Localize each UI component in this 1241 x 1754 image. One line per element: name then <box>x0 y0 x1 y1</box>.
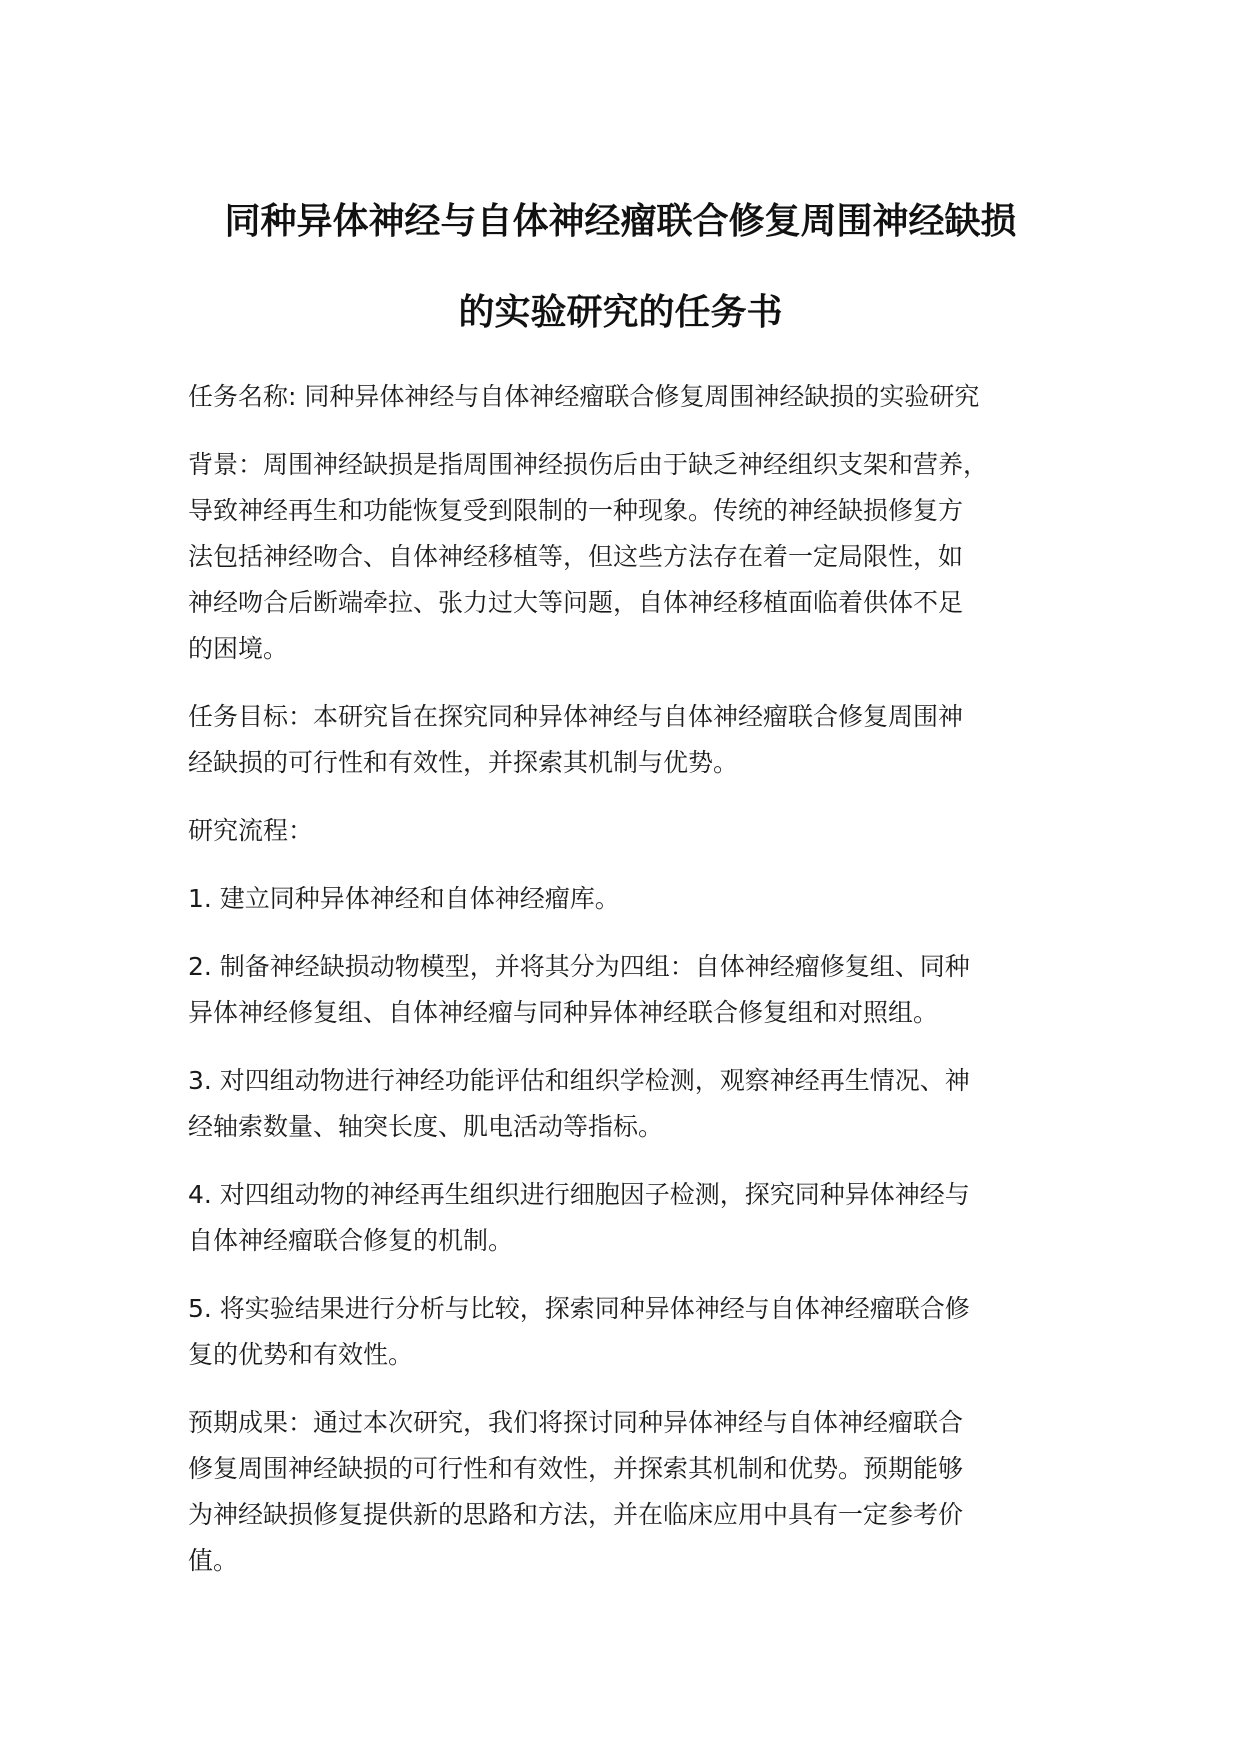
text-line: 研究流程： <box>188 816 314 845</box>
text-line: 任务名称: 同种异体神经与自体神经瘤联合修复周围神经缺损的实验研究 <box>188 382 980 411</box>
text-line: 经轴索数量、轴突长度、肌电活动等指标。 <box>188 1112 664 1141</box>
paragraph-background <box>188 442 1088 672</box>
text-line: 2. 制备神经缺损动物模型，并将其分为四组：自体神经瘤修复组、同种 <box>188 952 970 981</box>
paragraph-step-3 <box>188 1058 1088 1150</box>
paragraph-step-4 <box>188 1172 1088 1264</box>
text-line: 值。 <box>188 1546 239 1575</box>
paragraph-task-name <box>188 374 1088 420</box>
paragraph-expected-results <box>188 1400 1088 1584</box>
paragraph-task-goal <box>188 694 1088 786</box>
text-line: 修复周围神经缺损的可行性和有效性，并探索其机制和优势。预期能够 <box>188 1454 964 1483</box>
text-line: 任务目标：本研究旨在探究同种异体神经与自体神经瘤联合修复周围神 <box>188 702 964 731</box>
text-line: 背景：周围神经缺损是指周围神经损伤后由于缺乏神经组织支架和营养， <box>188 450 989 479</box>
title-line-1: 同种异体神经与自体神经瘤联合修复周围神经缺损 <box>224 201 1017 242</box>
text-line: 1. 建立同种异体神经和自体神经瘤库。 <box>188 884 620 913</box>
document-title <box>121 176 1121 358</box>
paragraph-research-process <box>188 808 1088 854</box>
document-body <box>188 374 1088 1606</box>
text-line: 经缺损的可行性和有效性，并探索其机制与优势。 <box>188 748 739 777</box>
paragraph-step-5 <box>188 1286 1088 1378</box>
paragraph-step-2 <box>188 944 1088 1036</box>
text-line: 法包括神经吻合、自体神经移植等，但这些方法存在着一定局限性，如 <box>188 542 964 571</box>
text-line: 自体神经瘤联合修复的机制。 <box>188 1226 514 1255</box>
text-line: 为神经缺损修复提供新的思路和方法，并在临床应用中具有一定参考价 <box>188 1500 964 1529</box>
paragraph-step-1 <box>188 876 1088 922</box>
text-line: 异体神经修复组、自体神经瘤与同种异体神经联合修复组和对照组。 <box>188 998 939 1027</box>
text-line: 神经吻合后断端牵拉、张力过大等问题，自体神经移植面临着供体不足 <box>188 588 964 617</box>
text-line: 的困境。 <box>188 634 289 663</box>
text-line: 3. 对四组动物进行神经功能评估和组织学检测，观察神经再生情况、神 <box>188 1066 970 1095</box>
text-line: 预期成果：通过本次研究，我们将探讨同种异体神经与自体神经瘤联合 <box>188 1408 964 1437</box>
text-line: 导致神经再生和功能恢复受到限制的一种现象。传统的神经缺损修复方 <box>188 496 964 525</box>
text-line: 5. 将实验结果进行分析与比较，探索同种异体神经与自体神经瘤联合修 <box>188 1294 970 1323</box>
title-line-2: 的实验研究的任务书 <box>458 292 783 333</box>
text-line: 4. 对四组动物的神经再生组织进行细胞因子检测，探究同种异体神经与 <box>188 1180 970 1209</box>
text-line: 复的优势和有效性。 <box>188 1340 414 1369</box>
